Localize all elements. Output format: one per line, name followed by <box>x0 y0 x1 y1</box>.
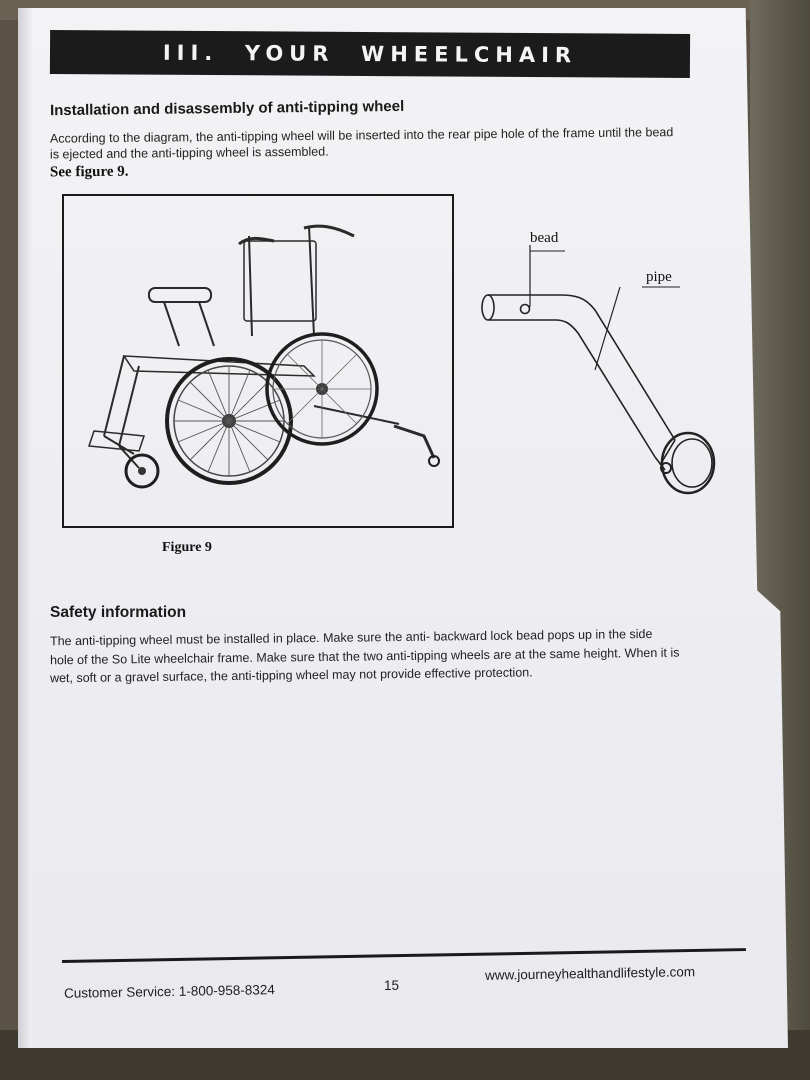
installation-heading: Installation and disassembly of anti-tipping wheel <box>49 97 405 120</box>
figure-caption: Figure 9 <box>162 540 212 555</box>
website-link: www.journeyhealthandlifestyle.com <box>484 964 696 983</box>
section-header-bar <box>50 30 690 78</box>
page-number: 15 <box>384 978 400 993</box>
safety-text-line-2: hole of the So Lite wheelchair frame. Make sure that the two anti-tipping wheels are at the same height. When it is <box>49 645 680 668</box>
anti-tipping-wheel-diagram <box>470 225 730 515</box>
pipe-label: pipe <box>646 269 672 285</box>
section-header-title: III. YOUR WHEELCHAIR <box>162 40 578 68</box>
booklet-spine <box>18 8 32 1048</box>
see-figure-reference: See figure 9. <box>49 163 129 181</box>
figure-9-frame <box>62 194 454 528</box>
customer-service-phone: Customer Service: 1-800-958-8324 <box>63 982 275 1001</box>
bead-label: bead <box>530 230 559 246</box>
safety-text-line-3: wet, soft or a gravel surface, the anti-tipping wheel may not provide effective protection. <box>49 665 533 686</box>
safety-heading: Safety information <box>50 604 187 621</box>
safety-text-line-1: The anti-tipping wheel must be installed in place. Make sure the anti- backward lock bead pops up in the side <box>49 626 653 649</box>
installation-text-line-1: According to the diagram, the anti-tipping wheel will be inserted into the rear pipe hole of the frame until the bead <box>49 125 674 146</box>
installation-text-line-2: is ejected and the anti-tipping wheel is assembled. <box>49 144 329 162</box>
wheelchair-illustration <box>64 196 451 525</box>
